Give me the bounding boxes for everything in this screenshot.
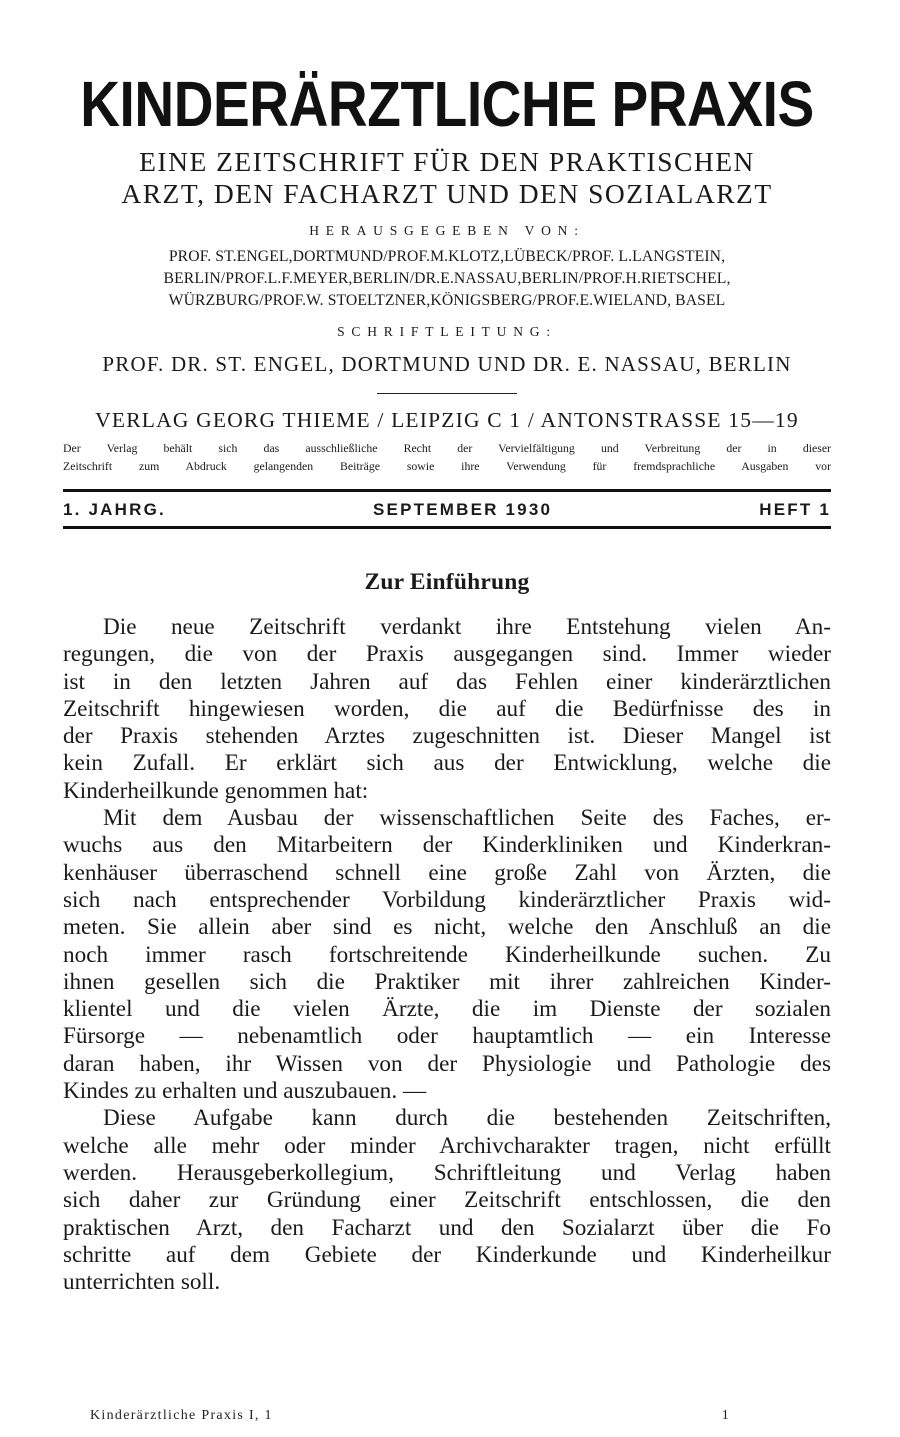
rights-notice xyxy=(63,439,831,475)
article-line: ihnen gesellen sich die Praktiker mit ihrer zahlreichen Kinder- xyxy=(63,968,831,995)
article-line: sich daher zur Gründung einer Zeitschrift entschlossen, die den xyxy=(63,1187,831,1214)
article-line: kein Zufall. Er erklärt sich aus der Entwicklung, welche die xyxy=(63,750,831,777)
publisher-line: VERLAG GEORG THIEME / LEIPZIG C 1 / ANTONSTRASSE 15—19 xyxy=(95,408,799,432)
issue-row xyxy=(63,492,831,526)
article-line: daran haben, ihr Wissen von der Physiologie und Pathologie des xyxy=(63,1050,831,1077)
footer-journal: Kinderärztliche Praxis I, 1 xyxy=(90,1408,273,1423)
article-line: regungen, die von der Praxis ausgegangen sind. Immer wieder xyxy=(63,641,831,668)
schriftleitung-names: PROF. DR. ST. ENGEL, DORTMUND UND DR. E. NASSAU, BERLIN xyxy=(102,352,792,376)
article-line: wuchs aus den Mitarbeitern der Kinderkliniken und Kinderkran- xyxy=(63,832,831,859)
article-line: klientel und die vielen Ärzte, die im Dienste der sozialen xyxy=(63,996,831,1023)
masthead-title: KINDERÄRZTLICHE PRAXIS xyxy=(80,68,814,140)
article-line: Mit dem Ausbau der wissenschaftlichen Seite des Faches, er- xyxy=(103,805,831,832)
article-line: welche alle mehr oder minder Archivcharakter tragen, nicht erfüllt xyxy=(63,1132,831,1159)
subtitle xyxy=(63,146,831,210)
article-line: unterrichten soll. xyxy=(63,1269,221,1296)
issue-date: SEPTEMBER 1930 xyxy=(373,500,553,519)
article-line: praktischen Arzt, den Facharzt und den Sozialarzt über die Fo xyxy=(63,1214,831,1241)
article-line: noch immer rasch fortschreitende Kinderheilkunde suchen. Zu xyxy=(63,941,831,968)
editors-line: WÜRZBURG/PROF.W. STOELTZNER,KÖNIGSBERG/PROF.E.WIELAND, BASEL xyxy=(168,291,726,309)
editors-line: PROF. ST.ENGEL,DORTMUND/PROF.M.KLOTZ,LÜBECK/PROF. L.LANGSTEIN, xyxy=(168,247,726,265)
journal-page xyxy=(63,60,831,1296)
schriftleitung-label: SCHRIFTLEITUNG: xyxy=(337,324,557,339)
issue-year: 1. JAHRG. xyxy=(63,500,166,519)
article-line: ist in den letzten Jahren auf das Fehlen einer kinderärztlichen xyxy=(63,668,831,695)
page-footer xyxy=(90,1408,730,1424)
subtitle-line: EINE ZEITSCHRIFT FÜR DEN PRAKTISCHEN xyxy=(139,146,755,177)
article-line: werden. Herausgeberkollegium, Schriftleitung und Verlag haben xyxy=(63,1159,831,1186)
article-line: der Praxis stehenden Arztes zugeschnitten ist. Dieser Mangel ist xyxy=(63,723,831,750)
article-line: schritte auf dem Gebiete der Kinderkunde und Kinderheilkur xyxy=(63,1241,831,1268)
article-line: meten. Sie allein aber sind es nicht, welche den Anschluß an die xyxy=(63,914,831,941)
divider xyxy=(377,393,517,394)
article-line: Diese Aufgabe kann durch die bestehenden Zeitschriften, xyxy=(103,1105,831,1132)
article-title: Zur Einführung xyxy=(364,569,530,595)
editors-label: HERAUSGEGEBEN VON: xyxy=(309,223,585,238)
article-line: Kinderheilkunde genommen hat: xyxy=(63,777,369,804)
article-body xyxy=(63,614,831,1296)
article-line: Die neue Zeitschrift verdankt ihre Entstehung vielen An- xyxy=(103,614,831,640)
article-line: Fürsorge — nebenamtlich oder hauptamtlich — ein Interesse xyxy=(63,1023,831,1050)
editors-list xyxy=(63,245,831,311)
editors-line: BERLIN/PROF.L.F.MEYER,BERLIN/DR.E.NASSAU,BERLIN/PROF.H.RIETSCHEL, xyxy=(163,269,731,287)
issue-bar xyxy=(63,489,831,529)
footer-page-number: 1 xyxy=(721,1408,730,1423)
subtitle-line: ARZT, DEN FACHARZT UND DEN SOZIALARZT xyxy=(121,178,773,209)
article-line: Zeitschrift hingewiesen worden, die auf die Bedürfnisse des in xyxy=(63,695,831,722)
article-line: sich nach entsprechender Vorbildung kinderärztlicher Praxis wid- xyxy=(63,886,831,913)
rights-line: Zeitschrift zum Abdruck gelangenden Beiträge sowie ihre Verwendung für fremdsprachliche Ausgaben vor xyxy=(63,459,831,473)
article-line: kenhäuser überraschend schnell eine große Zahl von Ärzten, die xyxy=(63,859,831,886)
divider xyxy=(63,526,831,529)
issue-number: HEFT 1 xyxy=(759,500,831,519)
article-line: Kindes zu erhalten und auszubauen. — xyxy=(63,1078,427,1105)
rights-line: Der Verlag behält sich das ausschließliche Recht der Vervielfältigung und Verbreitung der in dieser xyxy=(63,441,831,455)
